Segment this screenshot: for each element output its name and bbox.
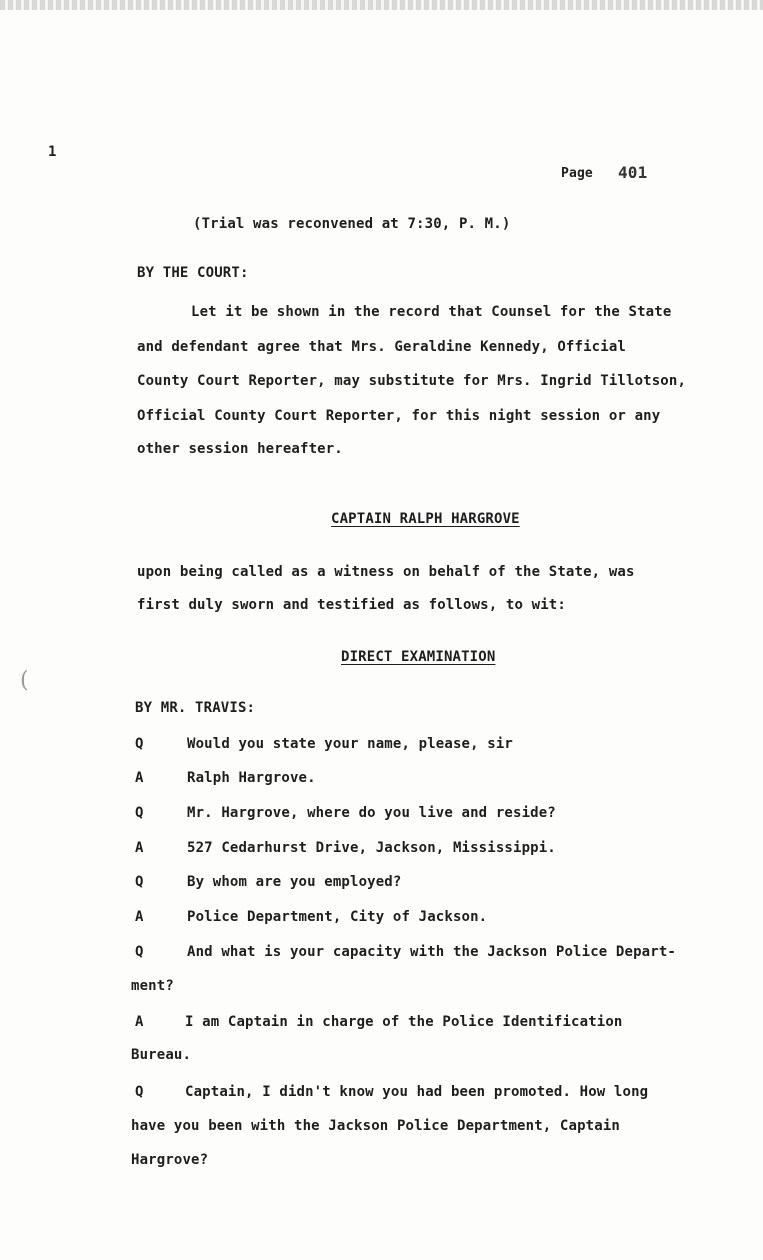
court-statement-line: and defendant agree that Mrs. Geraldine Kennedy, Official	[137, 339, 626, 355]
qa-text: have you been with the Jackson Police Department, Captain	[131, 1118, 620, 1134]
qa-text: ment?	[131, 978, 174, 994]
margin-mark: (	[20, 668, 29, 693]
qa-text: And what is your capacity with the Jackson Police Depart-	[187, 944, 676, 960]
qa-text: Bureau.	[131, 1047, 192, 1063]
reconvened-note: (Trial was reconvened at 7:30, P. M.)	[193, 216, 511, 232]
qa-label: Q	[135, 1084, 144, 1100]
court-statement-line: Official County Court Reporter, for this night session or any	[137, 408, 661, 424]
court-heading: BY THE COURT:	[137, 265, 249, 281]
exam-heading: DIRECT EXAMINATION	[341, 649, 496, 665]
qa-label: Q	[135, 944, 144, 960]
qa-label: Q	[135, 805, 144, 821]
witness-intro-line: first duly sworn and testified as follows, to wit:	[137, 597, 566, 613]
qa-text: Police Department, City of Jackson.	[187, 909, 488, 925]
qa-text: By whom are you employed?	[187, 874, 402, 890]
examiner-heading: BY MR. TRAVIS:	[135, 700, 256, 716]
qa-label: A	[135, 840, 144, 856]
line-number: 1	[48, 144, 57, 160]
qa-text: Ralph Hargrove.	[187, 770, 316, 786]
page-label: Page	[561, 166, 593, 181]
qa-text: I am Captain in charge of the Police Identification	[185, 1014, 623, 1030]
qa-label: A	[135, 1014, 144, 1030]
court-statement-line: Let it be shown in the record that Counsel for the State	[191, 304, 672, 320]
qa-text: Hargrove?	[131, 1152, 209, 1168]
qa-label: A	[135, 909, 144, 925]
page-number: 401	[618, 163, 648, 182]
qa-text: Would you state your name, please, sir	[187, 736, 513, 752]
court-statement-line: other session hereafter.	[137, 441, 343, 457]
witness-heading: CAPTAIN RALPH HARGROVE	[331, 511, 520, 527]
qa-text: Captain, I didn't know you had been promoted. How long	[185, 1084, 649, 1100]
qa-label: Q	[135, 736, 144, 752]
qa-text: 527 Cedarhurst Drive, Jackson, Mississippi.	[187, 840, 556, 856]
qa-text: Mr. Hargrove, where do you live and reside?	[187, 805, 556, 821]
qa-label: Q	[135, 874, 144, 890]
page-top-edge	[0, 0, 763, 10]
witness-intro-line: upon being called as a witness on behalf of the State, was	[137, 564, 635, 580]
qa-label: A	[135, 770, 144, 786]
court-statement-line: County Court Reporter, may substitute for Mrs. Ingrid Tillotson,	[137, 373, 687, 389]
